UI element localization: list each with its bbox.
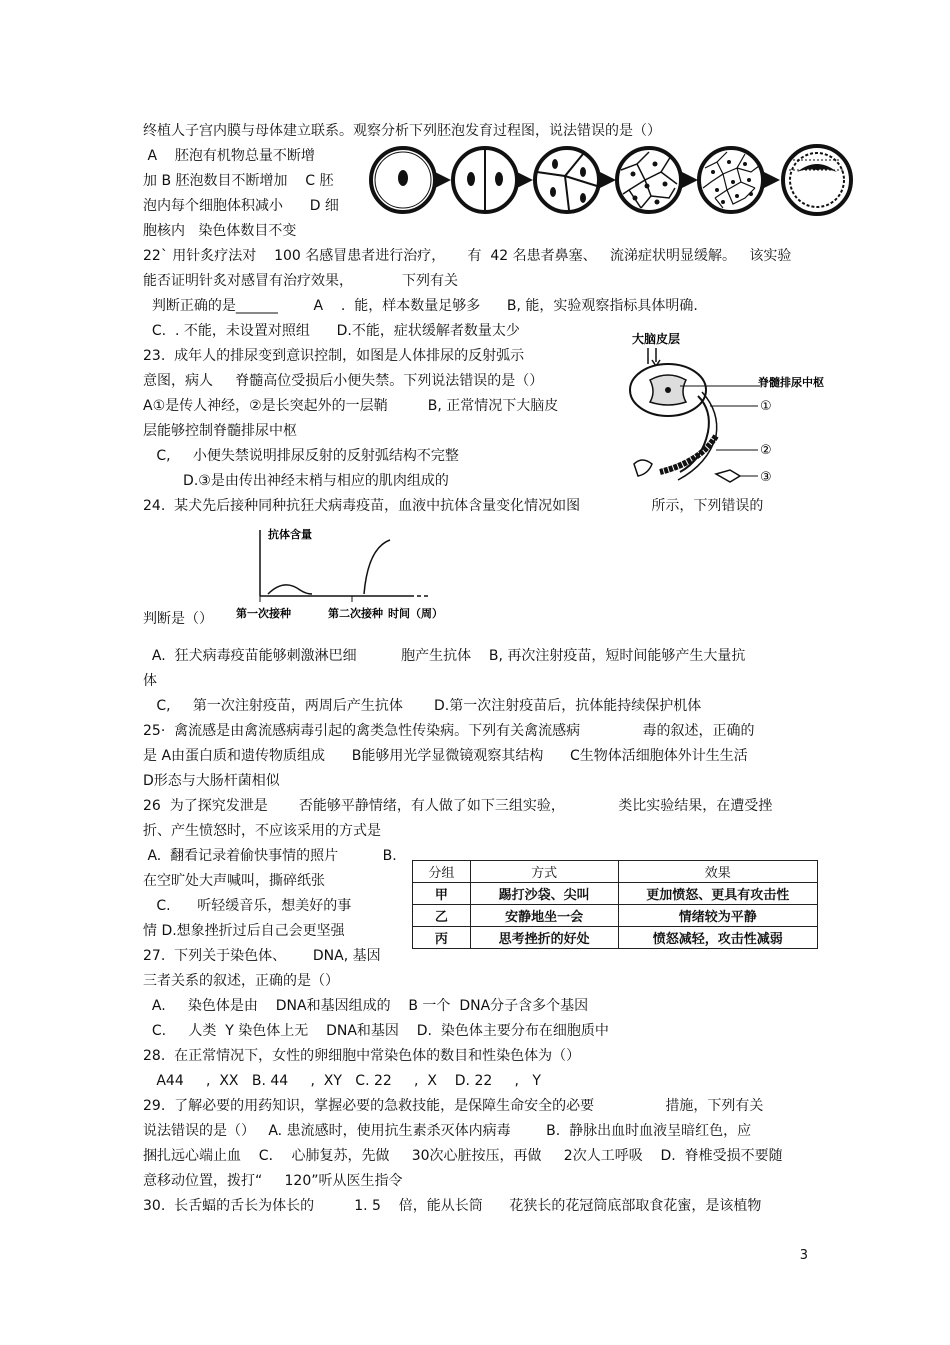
label-3: ③ — [760, 470, 772, 485]
text-line: 23. 成年人的排尿变到意识控制，如图是人体排尿的反射弧示 — [143, 348, 525, 364]
text-line: A. 染色体是由 DNA和基因组成的 B 一个 DNA分子含多个基因 — [143, 998, 589, 1014]
morula-stage — [699, 148, 763, 212]
text-line: 判断正确的是______ A . 能，样本数量足够多 B, 能，实验观察指标具体明确. — [143, 298, 698, 314]
table-cell: 丙 — [413, 927, 471, 949]
x-label-first: 第一次接种 — [236, 608, 291, 620]
text-line: 终植人子宫内膜与母体建立联系。观察分析下列胚泡发育过程图，说法错误的是（） — [143, 123, 661, 139]
text-line: A①是传人神经，②是长突起外的一层鞘 B, 正常情况下大脑皮 — [143, 398, 559, 414]
text-line: C. 人类 Y 染色体上无 DNA和基因 D. 染色体主要分布在细胞质中 — [143, 1023, 609, 1039]
zygote-stage — [371, 148, 435, 212]
table-cell: 安静地坐一会 — [470, 905, 618, 927]
table-row — [413, 927, 818, 949]
experiment-table — [412, 860, 818, 949]
text-line: 24. 某犬先后接种同种抗狂犬病毒疫苗，血液中抗体含量变化情况如图 所示，下列错误的 — [143, 498, 764, 514]
center-label: 脊髓排尿中枢 — [758, 377, 824, 389]
two-cell-stage — [453, 148, 517, 212]
page-number: 3 — [799, 1248, 808, 1263]
table-cell: 愤怒减轻，攻击性减弱 — [618, 927, 818, 949]
text-line: C. . 不能，未设置对照组 D.不能，症状缓解者数量太少 — [143, 323, 520, 339]
second-response-curve — [364, 540, 390, 594]
text-line: A. 狂犬病毒疫苗能够刺激淋巴细 胞产生抗体 B, 再次注射疫苗，短时间能够产生大量抗 — [143, 648, 746, 664]
text-line: 加 B 胚泡数目不断增加 C 胚 — [143, 173, 334, 189]
text-line: D.③是由传出神经末梢与相应的肌肉组成的 — [143, 473, 449, 489]
four-cell-stage — [535, 148, 599, 212]
text-line: 体 — [143, 673, 157, 689]
table-cell: 情绪较为平静 — [618, 905, 818, 927]
text-line: D形态与大肠杆菌相似 — [143, 773, 280, 789]
text-line: 三者关系的叙述，正确的是（） — [143, 973, 339, 989]
text-line: A 胚泡有机物总量不断增 — [143, 148, 315, 164]
x-label-second: 第二次接种 — [328, 608, 383, 620]
label-2: ② — [760, 443, 772, 458]
text-line: 判断是（） — [143, 611, 213, 627]
table-header-row — [413, 861, 818, 883]
reflex-arc-figure — [620, 330, 835, 490]
text-line: 泡内每个细胞体积减小 D 细 — [143, 198, 339, 214]
text-line: 折、产生愤怒时，不应该采用的方式是 — [143, 823, 381, 839]
table-cell: 更加愤怒、更具有攻击性 — [618, 883, 818, 905]
text-line: 胞核内 染色体数目不变 — [143, 223, 297, 239]
text-line: 26 为了探究发泄是 否能够平静情绪，有人做了如下三组实验， 类比实验结果，在遭受挫 — [143, 798, 773, 814]
text-line: 27. 下列关于染色体、 DNA, 基因 — [143, 948, 381, 964]
text-line: C, 第一次注射疫苗，两周后产生抗体 D.第一次注射疫苗后，抗体能持续保护机体 — [143, 698, 702, 714]
x-label-time: 时间（周） — [388, 608, 443, 620]
text-line: C, 小便失禁说明排尿反射的反射弧结构不完整 — [143, 448, 459, 464]
text-line: 30. 长舌蝠的舌长为体长的 1. 5 倍，能从长筒 花狭长的花冠筒底部取食花蜜，是该植物 — [143, 1198, 762, 1214]
text-line: 意移动位置，拨打“ 120”听从医生指令 — [143, 1173, 403, 1189]
text-line: 是 A由蛋白质和遗传物质组成 B能够用光学显微镜观察其结构 C生物体活细胞体外计生生活 — [143, 748, 748, 764]
table-cell: 乙 — [413, 905, 471, 927]
multi-cell-stage — [617, 148, 681, 212]
text-line: A44 , XX B. 44 , XY C. 22 , X D. 22 , Y — [143, 1073, 541, 1089]
text-line: 意图，病人 脊髓高位受损后小便失禁。下列说法错误的是（） — [143, 373, 544, 389]
text-line: 捆扎远心端止血 C． 心肺复苏，先做 30次心脏按压，再做 2次人工呼吸 D. 脊椎受损不要随 — [143, 1148, 783, 1164]
table-cell: 踢打沙袋、尖叫 — [470, 883, 618, 905]
text-line: 22` 用针炙疗法对 100 名感冒患者进行治疗， 有 42 名患者鼻塞、 流涕症状明显缓解。 该实验 — [143, 248, 792, 264]
embryo-development-figure — [365, 142, 857, 218]
text-line: 29. 了解必要的用药知识，掌握必要的急救技能，是保障生命安全的必要 措施，下列有关 — [143, 1098, 764, 1114]
table-cell: 甲 — [413, 883, 471, 905]
text-line: 在空旷处大声喊叫，撕碎纸张 — [143, 873, 325, 889]
text-line: 层能够控制脊髓排尿中枢 — [143, 423, 297, 439]
table-header-cell: 方式 — [470, 861, 618, 883]
text-line: 28. 在正常情况下，女性的卵细胞中常染色体的数目和性染色体为（） — [143, 1048, 581, 1064]
y-axis-label: 抗体含量 — [268, 529, 312, 541]
table-cell: 思考挫折的好处 — [470, 927, 618, 949]
text-line: 能否证明针炙对感冒有治疗效果， 下列有关 — [143, 273, 458, 289]
text-line: 说法错误的是（） A. 患流感时，使用抗生素杀灭体内病毒 B. 静脉出血时血液呈暗红色，应 — [143, 1123, 752, 1139]
text-line: 25· 禽流感是由禽流感病毒引起的禽类急性传染病。下列有关禽流感病 毒的叙述，正确的 — [143, 723, 755, 739]
blastocyst-stage — [783, 146, 851, 214]
table-header-cell: 分组 — [413, 861, 471, 883]
text-line: C. 听轻缓音乐，想美好的事 — [143, 898, 352, 914]
table-row — [413, 905, 818, 927]
text-line: 情 D.想象挫折过后自己会更坚强 — [143, 923, 345, 939]
table-header-cell: 效果 — [618, 861, 818, 883]
antibody-chart — [232, 522, 462, 622]
table-row — [413, 883, 818, 905]
label-1: ① — [760, 399, 772, 414]
first-response-curve — [268, 585, 312, 594]
text-line: A. 翻看记录着偷快事情的照片 B. — [143, 848, 397, 864]
cortex-label: 大脑皮层 — [632, 332, 681, 346]
